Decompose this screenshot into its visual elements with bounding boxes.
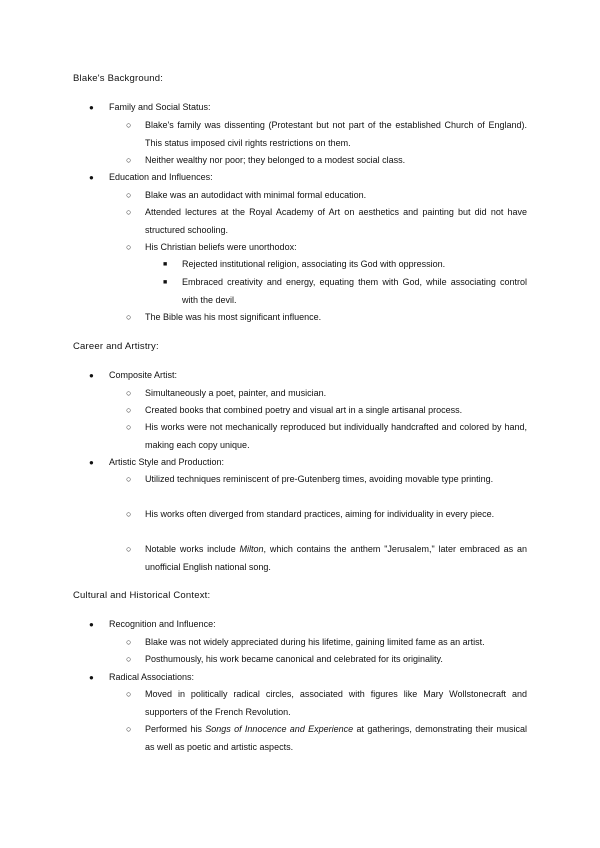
sub-item-text: Created books that combined poetry and visual art in a single artisanal process. xyxy=(145,405,463,415)
bullet-disc: ● xyxy=(89,103,94,112)
bullet-circle: ○ xyxy=(126,637,132,647)
sub-list-item xyxy=(126,419,527,454)
bullet-disc: ● xyxy=(89,458,94,467)
sub-list-item xyxy=(126,651,527,669)
list-item xyxy=(89,454,529,472)
bullet-circle: ○ xyxy=(126,242,132,252)
sub-list-item xyxy=(126,721,527,756)
bullet-circle: ○ xyxy=(126,654,132,664)
sub-item-text: Moved in politically radical circles, associated with figures like Mary Wollstonecraft and supporters of the French Revolution. xyxy=(145,689,527,717)
bullet-circle: ○ xyxy=(126,312,132,322)
sub-item-text: Utilized techniques reminiscent of pre-Gutenberg times, avoiding movable type printing. xyxy=(145,474,494,484)
sub-list-item xyxy=(126,471,527,489)
bullet-disc: ● xyxy=(89,673,94,682)
list-item xyxy=(89,669,529,687)
sub-list-item xyxy=(126,309,527,327)
performed-text: Performed his Songs of Innocence and Experience at gatherings, demonstrating their musical as well as poetic and artistic aspects. xyxy=(145,724,527,752)
bullet-circle: ○ xyxy=(126,509,132,519)
bullet-square: ■ xyxy=(163,279,168,286)
sub-item-text: Blake was not widely appreciated during his lifetime, gaining limited fame as an artist. xyxy=(145,637,485,647)
bullet-circle: ○ xyxy=(126,120,132,130)
sub-list-item xyxy=(126,204,527,239)
list-item xyxy=(89,616,529,634)
sub-list-item xyxy=(126,385,527,403)
sub-item-text: His Christian beliefs were unorthodox: xyxy=(145,242,297,252)
sub-list-item xyxy=(126,686,527,721)
list-item xyxy=(89,99,529,117)
sub-list-item xyxy=(126,402,527,420)
sub-item-text: His works often diverged from standard practices, aiming for individuality in every piece. xyxy=(145,509,495,519)
sub-sub-list-item xyxy=(163,256,527,274)
sub-list-item xyxy=(126,117,527,152)
notable-works-text: Notable works include Milton, which contains the anthem "Jerusalem," later embraced as an unofficial English national song. xyxy=(145,544,527,572)
sub-sub-item-text: Rejected institutional religion, associating its God with oppression. xyxy=(182,259,446,269)
bullet-disc: ● xyxy=(89,173,94,182)
bullet-square: ■ xyxy=(163,261,168,268)
list-item-label: Education and Influences: xyxy=(109,172,213,182)
bullet-circle: ○ xyxy=(126,155,132,165)
bullet-circle: ○ xyxy=(126,474,132,484)
sub-list-item xyxy=(126,239,527,257)
sub-list-item xyxy=(126,187,527,205)
sub-list-item xyxy=(126,634,527,652)
bullet-circle: ○ xyxy=(126,190,132,200)
bullet-disc: ● xyxy=(89,620,94,629)
milton-title: Milton xyxy=(239,544,264,554)
songs-title: Songs of Innocence and Experience xyxy=(205,724,354,734)
sub-item-text: Attended lectures at the Royal Academy of Art on aesthetics and painting but did not have structured schooling. xyxy=(145,207,527,235)
list-item-label: Composite Artist: xyxy=(109,370,178,380)
sub-item-text: The Bible was his most significant influence. xyxy=(145,312,322,322)
bullet-disc: ● xyxy=(89,371,94,380)
section-heading: Cultural and Historical Context: xyxy=(73,590,211,601)
bullet-circle: ○ xyxy=(126,422,132,432)
list-item xyxy=(89,367,529,385)
sub-sub-list-item xyxy=(163,274,527,309)
sub-sub-item-text: Embraced creativity and energy, equating them with God, while associating control with the devil. xyxy=(182,277,527,305)
list-item-label: Family and Social Status: xyxy=(109,102,211,112)
sub-item-text: Blake's family was dissenting (Protestant but not part of the established Church of England). This status imposed civil rights restrictions on them. xyxy=(145,120,527,148)
section-heading: Career and Artistry: xyxy=(73,341,159,352)
section-heading: Blake's Background: xyxy=(73,73,164,84)
bullet-circle: ○ xyxy=(126,544,132,554)
sub-list-item xyxy=(126,541,527,576)
sub-list-item xyxy=(126,152,527,170)
sub-list-item xyxy=(126,506,527,524)
sub-item-text: Neither wealthy nor poor; they belonged to a modest social class. xyxy=(145,155,406,165)
list-item-label: Radical Associations: xyxy=(109,672,195,682)
bullet-circle: ○ xyxy=(126,405,132,415)
sub-item-text: Blake was an autodidact with minimal formal education. xyxy=(145,190,367,200)
bullet-circle: ○ xyxy=(126,689,132,699)
sub-item-text: Simultaneously a poet, painter, and musician. xyxy=(145,388,327,398)
list-item-label: Artistic Style and Production: xyxy=(109,457,225,467)
bullet-circle: ○ xyxy=(126,207,132,217)
bullet-circle: ○ xyxy=(126,724,132,734)
list-item-label: Recognition and Influence: xyxy=(109,619,216,629)
sub-item-text: His works were not mechanically reproduced but individually handcrafted and colored by hand, making each copy unique. xyxy=(145,422,527,450)
bullet-circle: ○ xyxy=(126,388,132,398)
list-item xyxy=(89,169,529,187)
sub-item-text: Posthumously, his work became canonical and celebrated for its originality. xyxy=(145,654,443,664)
